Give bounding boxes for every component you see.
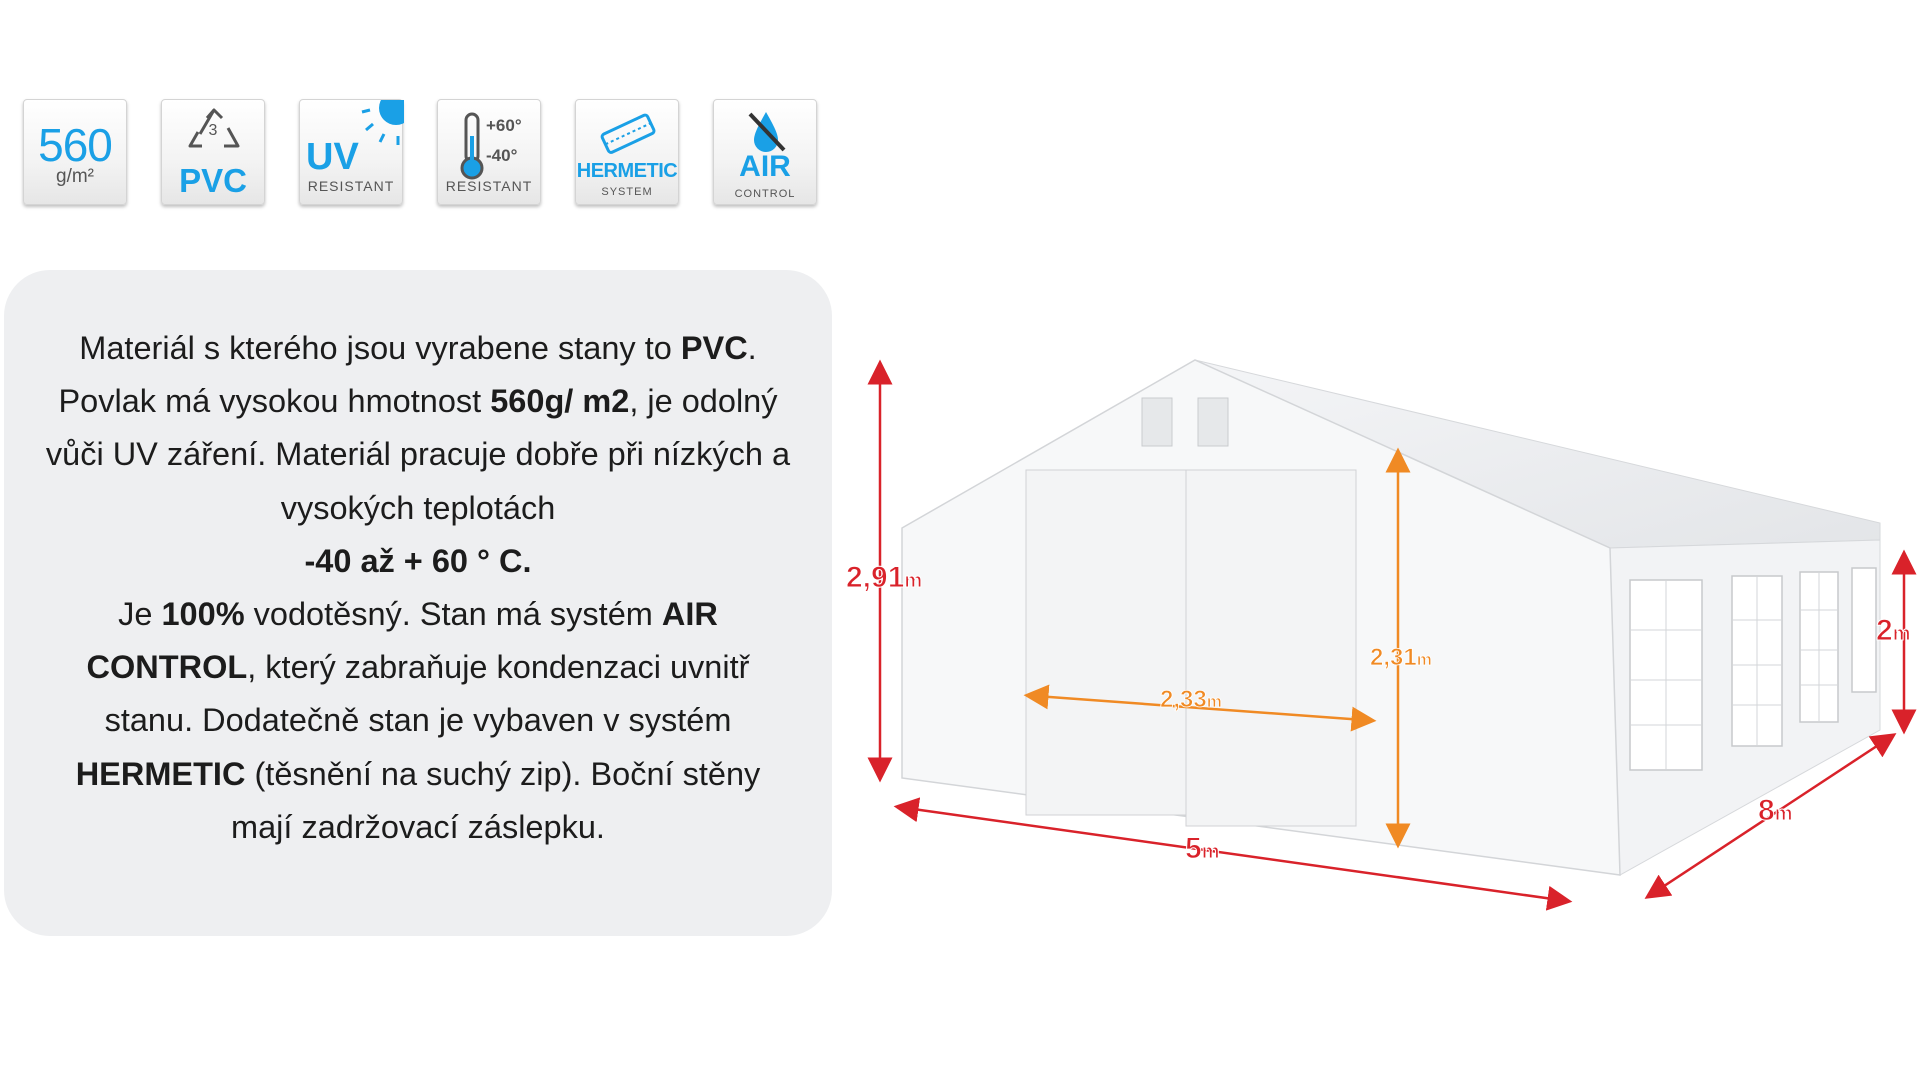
desc-text-5: vodotěsný. Stan má systém [244, 596, 662, 633]
tent-door-right [1186, 470, 1356, 826]
desc-bold-pvc: PVC [680, 330, 748, 366]
desc-bold-air-control: AIR CONTROL [86, 596, 718, 686]
desc-bold-weight: 560g/ m2 [490, 383, 630, 420]
badge-hermetic-label: HERMETIC [576, 160, 678, 182]
zipper-icon [576, 106, 680, 166]
badge-hermetic-sub: SYSTEM [601, 186, 653, 198]
badge-temp-sub: RESISTANT [445, 178, 533, 194]
dim-label-length: 5m [1185, 832, 1220, 865]
tent-vent-right [1198, 398, 1228, 446]
tent-illustration [840, 340, 1920, 920]
badge-weight-unit: g/m² [56, 166, 94, 187]
desc-bold-hermetic: HERMETIC [75, 755, 246, 792]
badge-uv-sub: RESISTANT [307, 178, 395, 194]
dim-label-door-width: 2,33m [1160, 686, 1222, 713]
desc-text-6: , který zabraňuje kondenzaci uvnitř stanu. Dodatečně stan je vybaven v systém [104, 649, 750, 739]
dim-label-total-height: 2,91m [846, 561, 923, 594]
desc-text-4: Je [118, 596, 162, 633]
badge-temp-max: +60° [486, 116, 522, 135]
badge-air-sub: CONTROL [734, 188, 796, 200]
desc-text-7: (těsnění na suchý zip). Boční stěny mají zadržovací záslepku. [231, 755, 761, 845]
description-panel [4, 270, 832, 936]
desc-text-3: , je odolný vůči UV záření. Materiál pracuje dobře při nízkých a vysokých teplotách [45, 383, 791, 526]
desc-bold-temperature: -40 až + 60 ° C. [304, 542, 532, 579]
desc-bold-percent: 100% [161, 596, 245, 633]
dim-label-side-height: 2m [1876, 614, 1911, 647]
badge-temp-min: -40° [486, 146, 518, 165]
badge-pvc-label: PVC [179, 162, 247, 199]
badge-temperature [437, 99, 541, 205]
badge-uv [299, 99, 403, 205]
desc-text-1: Materiál s kterého jsou vyrabene stany to [79, 330, 681, 366]
badge-weight-value: 560 [38, 119, 112, 171]
desc-text-2: . Povlak má vysokou hmotnost [58, 330, 757, 420]
badge-weight [23, 99, 127, 205]
badge-uv-label: UV [306, 136, 359, 178]
description-text [44, 322, 792, 854]
badge-air-control [713, 99, 817, 205]
tent-vent-left [1142, 398, 1172, 446]
dim-label-door-height: 2,31m [1370, 644, 1432, 671]
badge-hermetic [575, 99, 679, 205]
badge-air-label: AIR [739, 150, 791, 183]
dim-label-depth: 8m [1758, 794, 1793, 827]
tent-door-left [1026, 470, 1186, 815]
badge-pvc [161, 99, 265, 205]
badge-pvc-number: 3 [208, 122, 218, 139]
